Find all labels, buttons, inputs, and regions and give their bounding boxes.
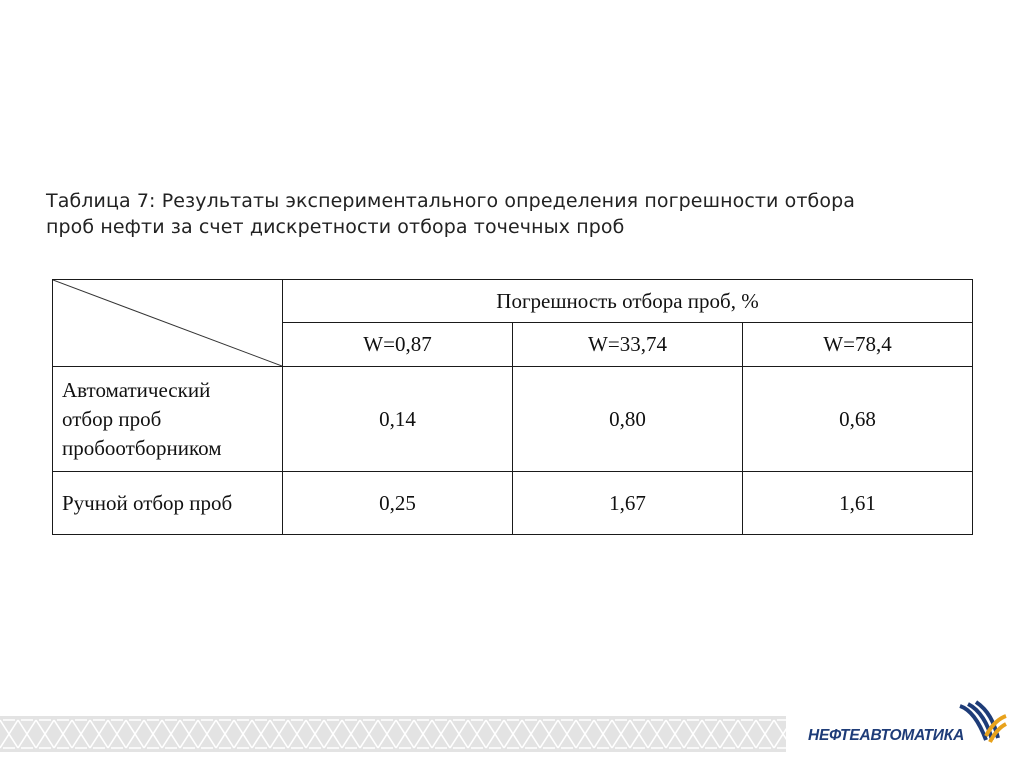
pattern-tile — [702, 720, 720, 748]
row-label-line: отбор проб — [62, 406, 162, 431]
table-row — [53, 367, 973, 472]
pattern-tile — [450, 720, 468, 748]
pattern-tile — [216, 720, 234, 748]
pattern-tile — [486, 720, 504, 748]
row-label-line: пробоотборником — [62, 435, 222, 460]
row-label-manual — [53, 472, 283, 535]
pattern-tile — [162, 720, 180, 748]
pattern-tile — [108, 720, 126, 748]
pattern-tile — [378, 720, 396, 748]
pattern-tile — [756, 720, 774, 748]
table-cell: 0,80 — [513, 367, 743, 472]
footer-pattern-band — [0, 716, 786, 752]
caption-line-1: Таблица 7: Результаты экспериментального определения погрешности отбора — [46, 190, 855, 212]
row-label-line: Ручной отбор проб — [62, 490, 233, 515]
pattern-tile — [720, 720, 738, 748]
column-header-w2: W=33,74 — [513, 323, 743, 367]
diagonal-line — [53, 280, 282, 366]
pattern-tile — [522, 720, 540, 748]
pattern-tile — [0, 720, 18, 748]
pattern-tile — [126, 720, 144, 748]
pattern-tile — [576, 720, 594, 748]
pattern-tile — [558, 720, 576, 748]
pattern-tile — [432, 720, 450, 748]
table-cell: 0,68 — [743, 367, 973, 472]
pattern-tile — [198, 720, 216, 748]
pattern-tile — [288, 720, 306, 748]
pattern-tile — [684, 720, 702, 748]
table-row — [53, 472, 973, 535]
table-cell: 0,14 — [283, 367, 513, 472]
pattern-tile — [234, 720, 252, 748]
company-logo — [808, 700, 1008, 756]
pattern-tile — [360, 720, 378, 748]
caption-line-2: проб нефти за счет дискретности отбора точечных проб — [46, 216, 625, 238]
table-caption — [46, 188, 996, 240]
pattern-tile — [666, 720, 684, 748]
results-table — [52, 279, 973, 535]
pattern-tile — [306, 720, 324, 748]
pattern-tile — [324, 720, 342, 748]
pattern-tile — [504, 720, 522, 748]
table-cell: 1,67 — [513, 472, 743, 535]
pattern-tile — [36, 720, 54, 748]
logo-mark-icon — [956, 700, 1008, 748]
column-header-w1: W=0,87 — [283, 323, 513, 367]
pattern-tile — [594, 720, 612, 748]
pattern-tile — [414, 720, 432, 748]
table-cell: 0,25 — [283, 472, 513, 535]
pattern-tile — [144, 720, 162, 748]
pattern-tile — [90, 720, 108, 748]
pattern-tile — [18, 720, 36, 748]
column-header-w3: W=78,4 — [743, 323, 973, 367]
pattern-tile — [396, 720, 414, 748]
pattern-tile — [54, 720, 72, 748]
corner-diagonal-cell — [53, 280, 283, 367]
pattern-tile — [648, 720, 666, 748]
table-cell: 1,61 — [743, 472, 973, 535]
pattern-tile — [180, 720, 198, 748]
pattern-tile — [738, 720, 756, 748]
pattern-tile — [630, 720, 648, 748]
pattern-tile — [342, 720, 360, 748]
group-header: Погрешность отбора проб, % — [283, 280, 973, 323]
pattern-tile — [774, 720, 786, 748]
decorative-pattern — [0, 716, 786, 752]
row-label-line: Автоматический — [62, 377, 211, 402]
pattern-tile — [540, 720, 558, 748]
pattern-tile — [252, 720, 270, 748]
pattern-tile — [612, 720, 630, 748]
pattern-tile — [72, 720, 90, 748]
pattern-tile — [270, 720, 288, 748]
row-label-automatic — [53, 367, 283, 472]
logo-text: НЕФТЕАВТОМАТИКА — [808, 727, 965, 744]
pattern-tile — [468, 720, 486, 748]
